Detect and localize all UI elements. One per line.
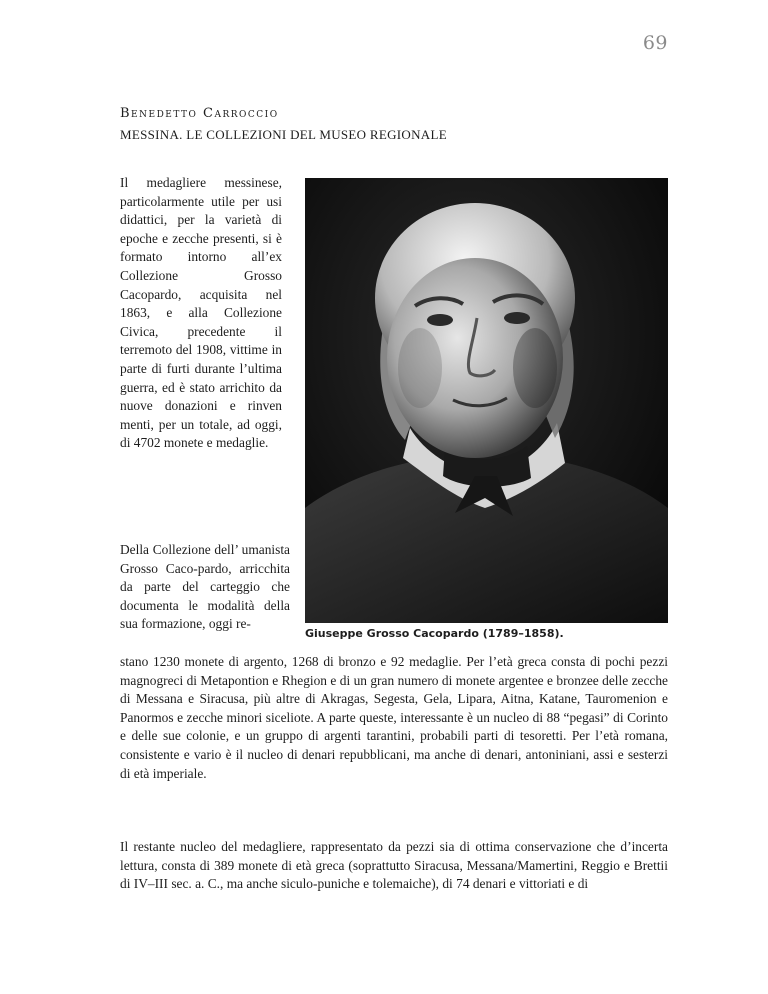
page-number: 69 bbox=[642, 32, 668, 54]
figure-caption: Giuseppe Grosso Cacopardo (1789–1858). bbox=[305, 627, 564, 640]
author-name: Benedetto Carroccio bbox=[120, 106, 279, 121]
paragraph-3: Il restante nucleo del medagliere, rappresentato da pezzi sia di ottima conservazione che d’incerta lettura, consta di 389 monete di età greca (soprattutto Siracusa, Messana/Mamertini, Reggio e Brettii di IV–III sec. a. C., ma anche siculo-puniche e tolemaiche), di 74 denari e vittoriati e di bbox=[120, 839, 668, 892]
article-title: MESSINA. LE COLLEZIONI DEL MUSEO REGIONALE bbox=[120, 127, 447, 142]
paragraph-1: Il medagliere messinese, particolarmente utile per usi didattici, per la varietà di epoche e zecche presenti, si è formato intorno all’ex Collezione Grosso Cacopardo, acquisita nel 1863, e alla Collezione Civica, precedente il terremoto del 1908, vittime in parte di furti durante l’ultima guerra, ed è stato arrichito da nuove donazioni e rinven menti, per un totale, ad oggi, di 4702 monete e medaglie. bbox=[120, 175, 282, 451]
portrait-image bbox=[305, 178, 668, 623]
paragraph-2-rest: stano 1230 monete di argento, 1268 di bronzo e 92 medaglie. Per l’età greca consta di pochi pezzi magnogreci di Metapontion e Rhegion e di un gran numero di monete argentee e bronzee delle zecche di Messana e Siracusa, più altre di Akragas, Segesta, Gela, Lipara, Aitna, Katane, Tauromenion e Panormos e zecche minori siceliote. A parte queste, interessante è un nucleo di 88 “pegasi” di Corinto e delle sue colonie, e un gruppo di argenti tarantini, probabili parti di tesoretti. Per l’età romana, consistente e vario è il nucleo di denari repubblicani, ma anche di denari, antoniniani, assi e sesterzi di età imperiale. bbox=[120, 654, 668, 781]
paragraph-2-start: Della Collezione dell’ umanista Grosso Caco-pardo, arricchita da parte del carteggio che documenta le modalità della sua formazione, oggi re- bbox=[120, 542, 290, 632]
